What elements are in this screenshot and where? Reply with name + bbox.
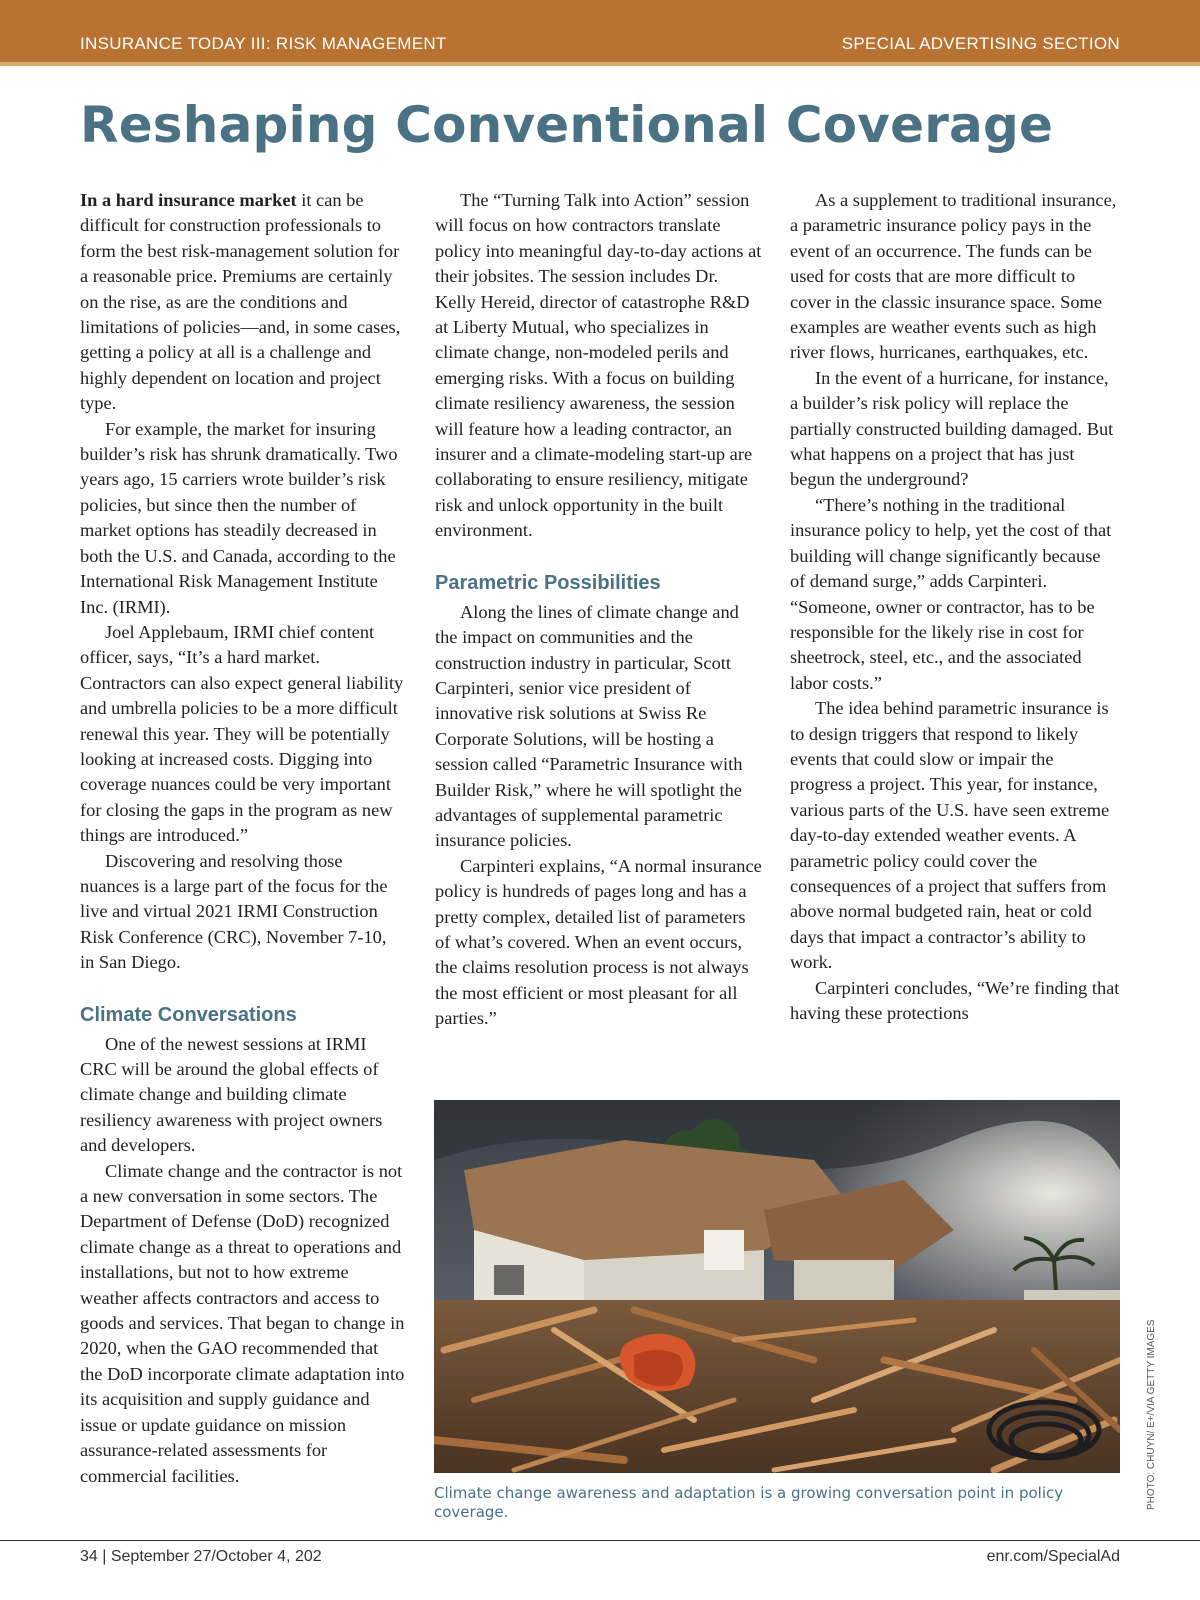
subhead-parametric-possibilities: Parametric Possibilities <box>435 571 661 594</box>
paragraph: Joel Applebaum, IRMI chief content officer, says, “It’s a hard market. Contractors can also expect general liability and umbrella policies to be a more difficult renewal this year. They will be potentially looking at increased costs. Digging into coverage nuances could be very important for closing the gaps in the program as new things are introduced.” <box>80 621 404 846</box>
footer-website: enr.com/SpecialAd <box>986 1548 1120 1565</box>
lead-bold: In a hard insurance market <box>80 190 297 210</box>
paragraph: One of the newest sessions at IRMI CRC will be around the global effects of climate change and building climate resiliency awareness with project owners and developers. <box>80 1033 383 1156</box>
photo-credit: PHOTO: CHUYN/ E+/VIA GETTY IMAGES <box>1146 1319 1157 1510</box>
advertising-label: SPECIAL ADVERTISING SECTION <box>841 34 1120 53</box>
photo-caption: Climate change awareness and adaptation is a growing conversation point in policy coverage. <box>434 1484 1064 1521</box>
paragraph: Carpinteri concludes, “We’re finding that having these protections <box>790 977 1120 1023</box>
paragraph: Discovering and resolving those nuances is a large part of the focus for the live and virtual 2021 IRMI Construction Risk Conference (CRC), November 7-10, in San Diego. <box>80 850 388 973</box>
section-header-bar <box>0 0 1200 66</box>
section-title: INSURANCE TODAY III: RISK MANAGEMENT <box>80 34 447 53</box>
paragraph: “There’s nothing in the traditional insurance policy to help, yet the cost of that building will change significantly because of demand surge,” adds Carpinteri. “Someone, owner or contractor, has to be responsible for the likely rise in cost for sheetrock, steel, etc., and the associated labor costs.” <box>790 494 1112 693</box>
paragraph: In the event of a hurricane, for instance, a builder’s risk policy will replace the partially constructed building damaged. But what happens on a project that has just begun the underground? <box>790 367 1114 490</box>
column-1 <box>80 188 405 1489</box>
hurricane-debris-photo <box>434 1100 1120 1473</box>
footer-rule <box>0 1540 1200 1541</box>
paragraph: Climate change and the contractor is not a new conversation in some sectors. The Department of Defense (DoD) recognized climate change as a threat to operations and installations, but not to how extreme weather affects contractors and access to goods and services. That began to change in 2020, when the GAO recommended that the DoD incorporate climate adaptation into its acquisition and supply guidance and issue or update guidance on mission assurance-related assessments for commercial facilities. <box>80 1160 405 1486</box>
paragraph: The idea behind parametric insurance is to design triggers that respond to likely events that could slow or impair the progress a project. This year, for instance, various parts of the U.S. have seen extreme day-to-day extended weather events. A parametric policy could cover the consequences of a project that suffers from above normal budgeted rain, heat or cold days that impact a contractor’s ability to work. <box>790 698 1110 973</box>
column-3 <box>790 188 1120 1026</box>
subhead-climate-conversations: Climate Conversations <box>80 1003 297 1026</box>
article-title: Reshaping Conventional Coverage <box>80 96 1054 154</box>
paragraph: For example, the market for insuring builder’s risk has shrunk dramatically. Two years ago, 15 carriers wrote builder’s risk policies, but since then the number of market options has steadily decreased in both the U.S. and Canada, according to the International Risk Management Institute Inc. (IRMI). <box>80 418 398 617</box>
paragraph: Carpinteri explains, “A normal insurance policy is hundreds of pages long and has a pretty complex, detailed list of parameters of what’s covered. When an event occurs, the claims resolution process is not always the most efficient or most pleasant for all parties.” <box>435 855 762 1029</box>
lead-text: it can be difficult for construction professionals to form the best risk-management solution for a reasonable price. Premiums are certainly on the rise, as are the conditions and limitations of policies—and, in some cases, getting a policy at all is a challenge and highly dependent on location and project type. <box>80 190 401 414</box>
column-2 <box>435 188 763 1032</box>
paragraph: As a supplement to traditional insurance, a parametric insurance policy pays in the event of an occurrence. The funds can be used for costs that are more difficult to cover in the classic insurance space. Some examples are weather events such as high river flows, hurricanes, earthquakes, etc. <box>790 190 1117 363</box>
lead-paragraph <box>80 188 405 417</box>
footer-page-info: 34 | September 27/October 4, 202 <box>80 1548 322 1565</box>
paragraph: Along the lines of climate change and the impact on communities and the construction industry in particular, Scott Carpinteri, senior vice president of innovative risk solutions at Swiss Re Corporate Solutions, will be hosting a session called “Parametric Insurance with Builder Risk,” where he will spotlight the advantages of supplemental parametric insurance policies. <box>435 601 743 851</box>
paragraph: The “Turning Talk into Action” session will focus on how contractors translate policy into meaningful day-to-day actions at their jobsites. The session includes Dr. Kelly Hereid, director of catastrophe R&D at Liberty Mutual, who specializes in climate change, non-modeled perils and emerging risks. With a focus on building climate resiliency awareness, the session will feature how a leading contractor, an insurer and a climate-modeling start-up are collaborating to ensure resiliency, mitigate risk and unlock opportunity in the built environment. <box>435 190 762 541</box>
